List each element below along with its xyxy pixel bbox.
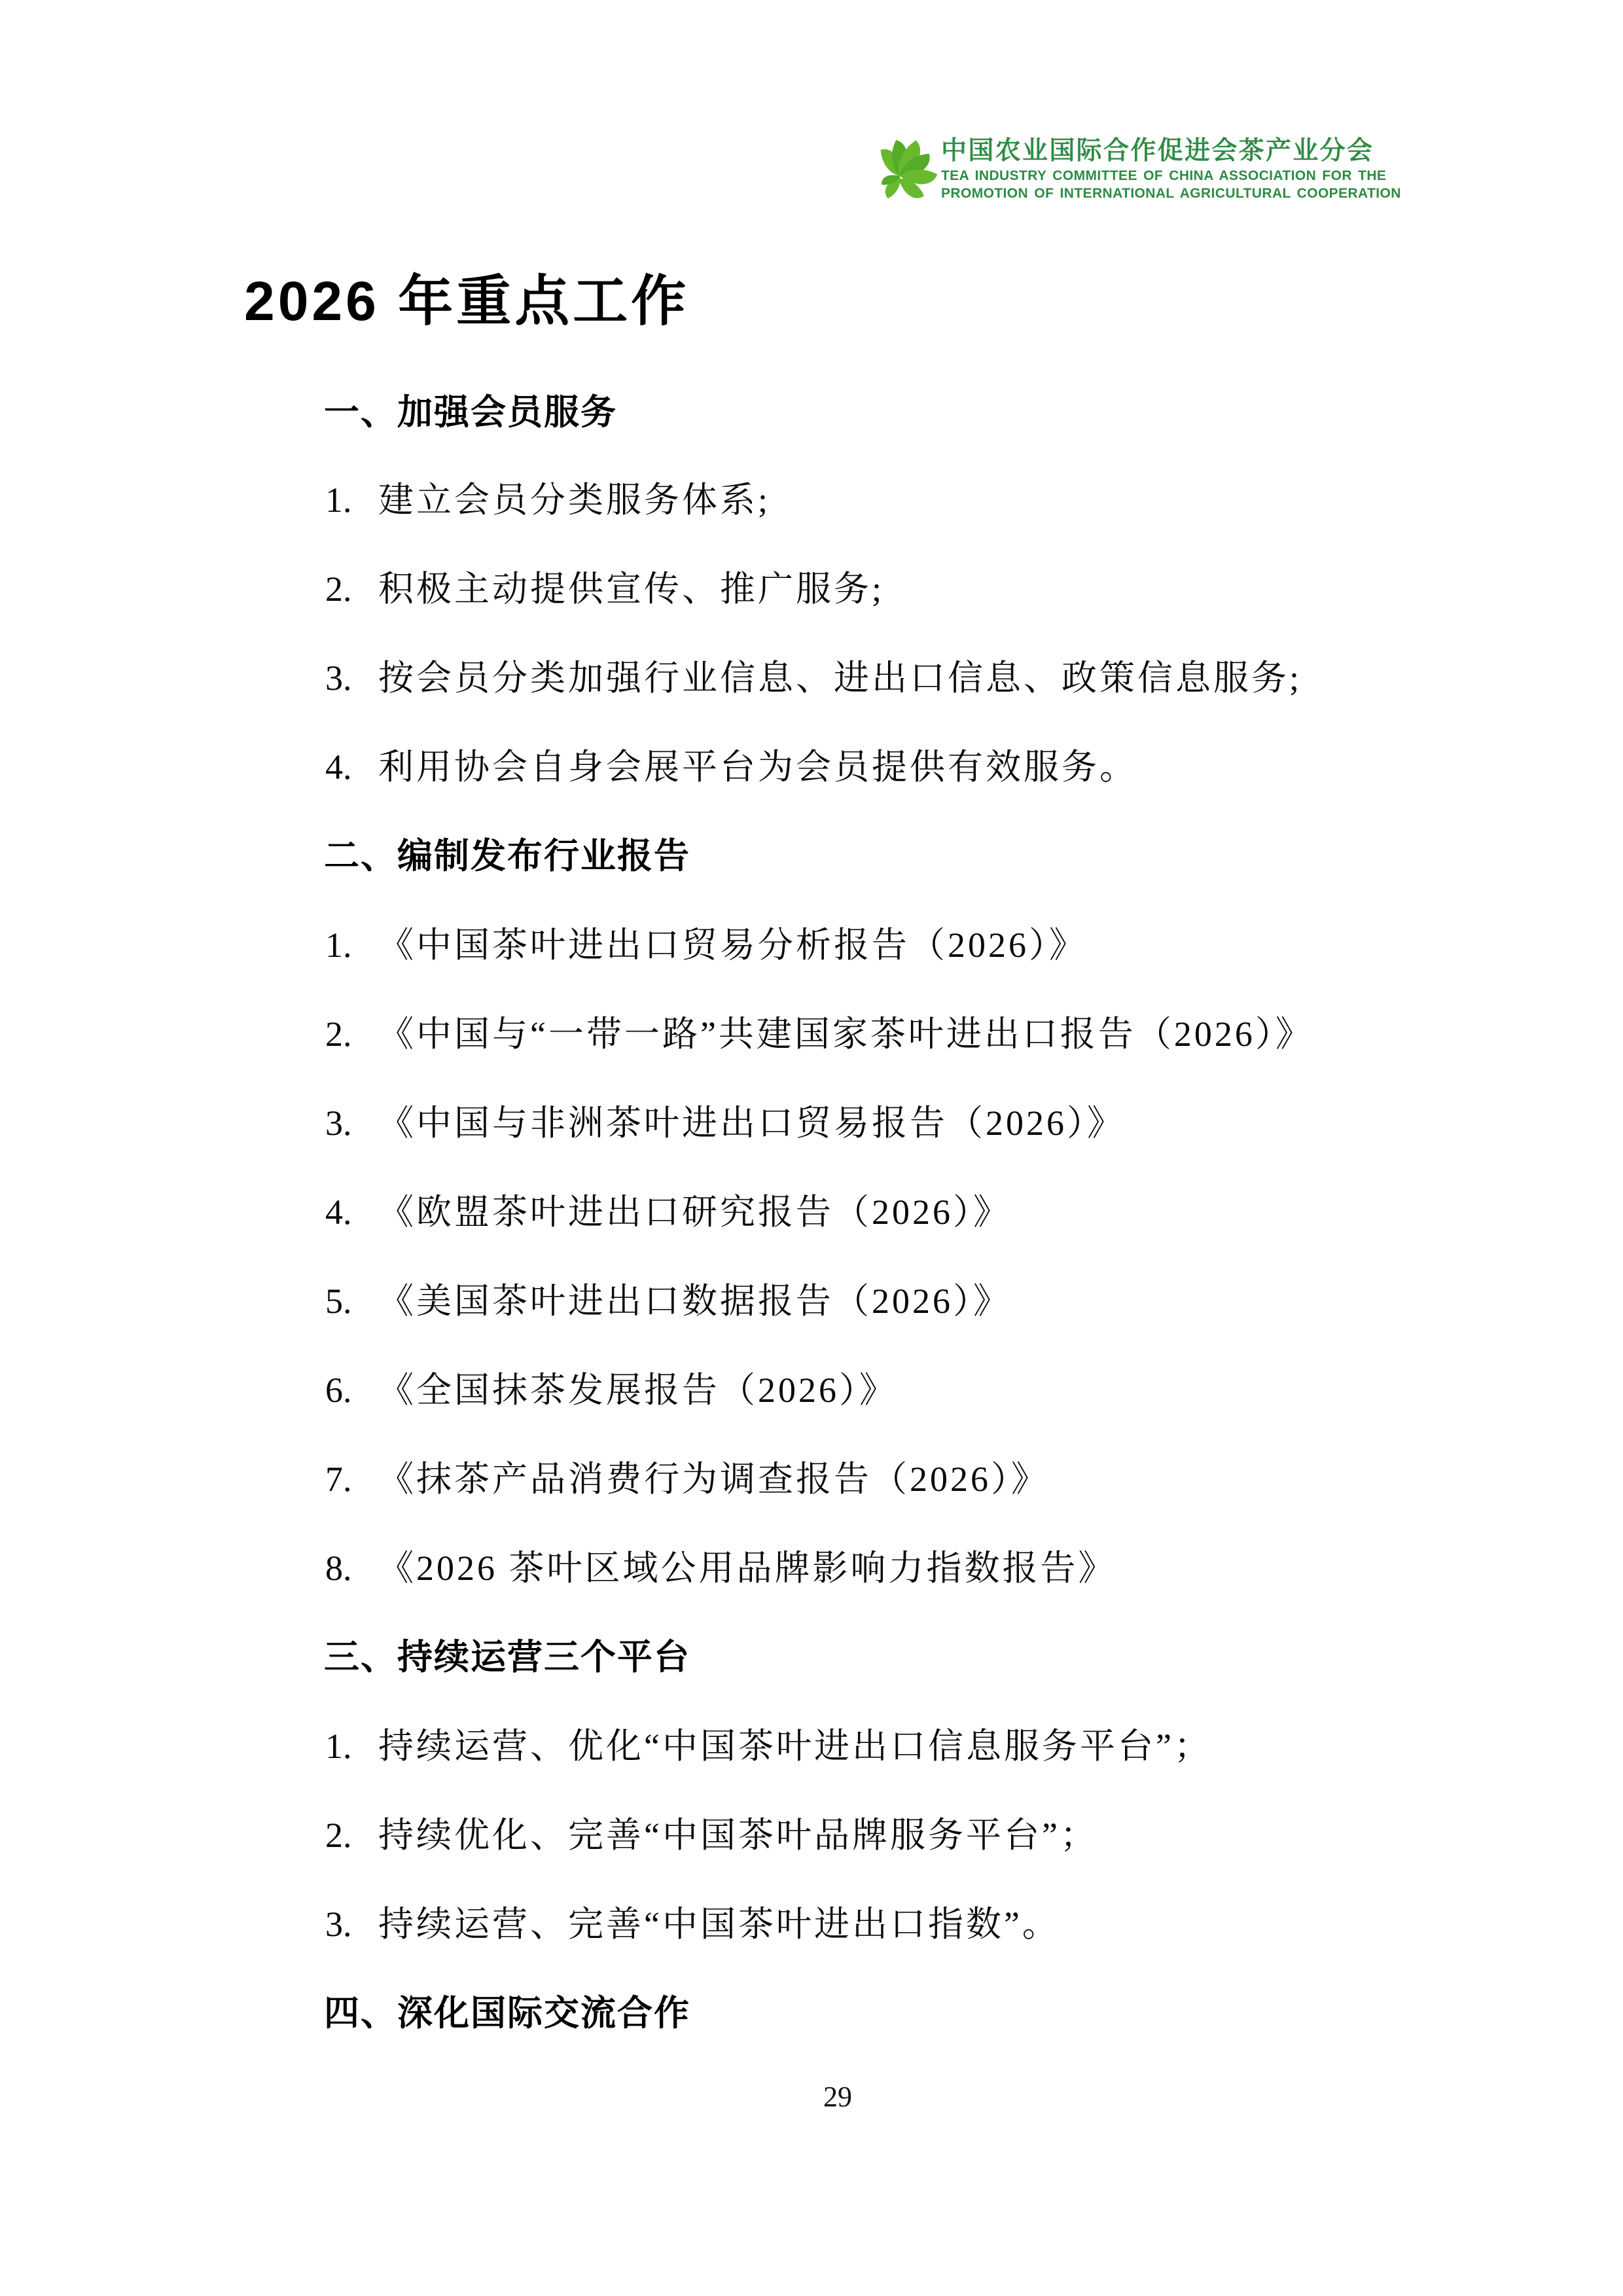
list-item xyxy=(0,1191,1623,1233)
list-item xyxy=(0,1280,1623,1322)
item-text: 《中国茶叶进出口贸易分析报告（2026）》 xyxy=(378,925,1087,965)
item-text: 《中国与非洲茶叶进出口贸易报告（2026）》 xyxy=(378,1103,1125,1143)
item-text: 按会员分类加强行业信息、进出口信息、政策信息服务; xyxy=(378,658,1302,698)
list-item xyxy=(0,568,1623,610)
org-logo xyxy=(873,134,1401,206)
page-title: 2026 年重点工作 xyxy=(244,270,690,332)
section-heading-1: 一、加强会员服务 xyxy=(324,393,617,432)
item-text: 持续运营、优化“中国茶叶进出口信息服务平台”； xyxy=(378,1727,1212,1766)
section-heading-3: 三、持续运营三个平台 xyxy=(324,1638,690,1677)
section-heading-4: 四、深化国际交流合作 xyxy=(324,1994,690,2033)
item-text: 持续优化、完善“中国茶叶品牌服务平台”； xyxy=(378,1816,1098,1855)
list-item xyxy=(0,1903,1623,1945)
item-number: 1. xyxy=(325,925,352,965)
item-text: 《中国与“一带一路”共建国家茶叶进出口报告（2026）》 xyxy=(378,1014,1313,1054)
list-item xyxy=(0,1547,1623,1589)
list-item xyxy=(0,1369,1623,1411)
list-item xyxy=(0,1725,1623,1767)
item-text: 积极主动提供宣传、推广服务; xyxy=(378,569,885,609)
section-heading-2: 二、编制发布行业报告 xyxy=(324,836,690,876)
item-number: 8. xyxy=(325,1549,352,1588)
org-name-en-line2: PROMOTION OF INTERNATIONAL AGRICULTURAL COOPERATION xyxy=(941,186,1401,201)
list-item xyxy=(0,1814,1623,1856)
item-number: 3. xyxy=(325,658,352,698)
item-number: 4. xyxy=(325,1193,352,1232)
list-item xyxy=(0,479,1623,521)
page-number: 29 xyxy=(823,2081,852,2113)
item-number: 3. xyxy=(325,1103,352,1143)
item-text: 《全国抹茶发展报告（2026）》 xyxy=(378,1371,897,1410)
org-name-en-line1: TEA INDUSTRY COMMITTEE OF CHINA ASSOCIATION FOR THE xyxy=(941,168,1387,183)
item-number: 1. xyxy=(325,1727,352,1766)
item-number: 2. xyxy=(325,569,352,609)
item-number: 5. xyxy=(325,1282,352,1321)
list-item xyxy=(0,657,1623,699)
list-item xyxy=(0,1458,1623,1500)
item-number: 2. xyxy=(325,1014,352,1054)
list-item xyxy=(0,1102,1623,1144)
item-number: 2. xyxy=(325,1816,352,1855)
item-number: 1. xyxy=(325,480,352,520)
item-text: 利用协会自身会展平台为会员提供有效服务。 xyxy=(378,747,1137,787)
item-number: 7. xyxy=(325,1460,352,1499)
item-text: 《欧盟茶叶进出口研究报告（2026）》 xyxy=(378,1193,1011,1232)
item-text: 建立会员分类服务体系; xyxy=(378,480,771,520)
tea-leaves-icon xyxy=(873,135,940,202)
item-text: 《2026 茶叶区域公用品牌影响力指数报告》 xyxy=(378,1549,1116,1588)
item-text: 《美国茶叶进出口数据报告（2026）》 xyxy=(378,1282,1011,1321)
org-name-zh: 中国农业国际合作促进会茶产业分会 xyxy=(941,137,1373,165)
item-number: 6. xyxy=(325,1371,352,1410)
item-text: 《抹茶产品消费行为调查报告（2026）》 xyxy=(378,1460,1049,1499)
item-number: 4. xyxy=(325,747,352,787)
list-item xyxy=(0,924,1623,966)
item-text: 持续运营、完善“中国茶叶进出口指数”。 xyxy=(378,1905,1060,1944)
list-item xyxy=(0,746,1623,788)
item-number: 3. xyxy=(325,1905,352,1944)
list-item xyxy=(0,1013,1623,1055)
